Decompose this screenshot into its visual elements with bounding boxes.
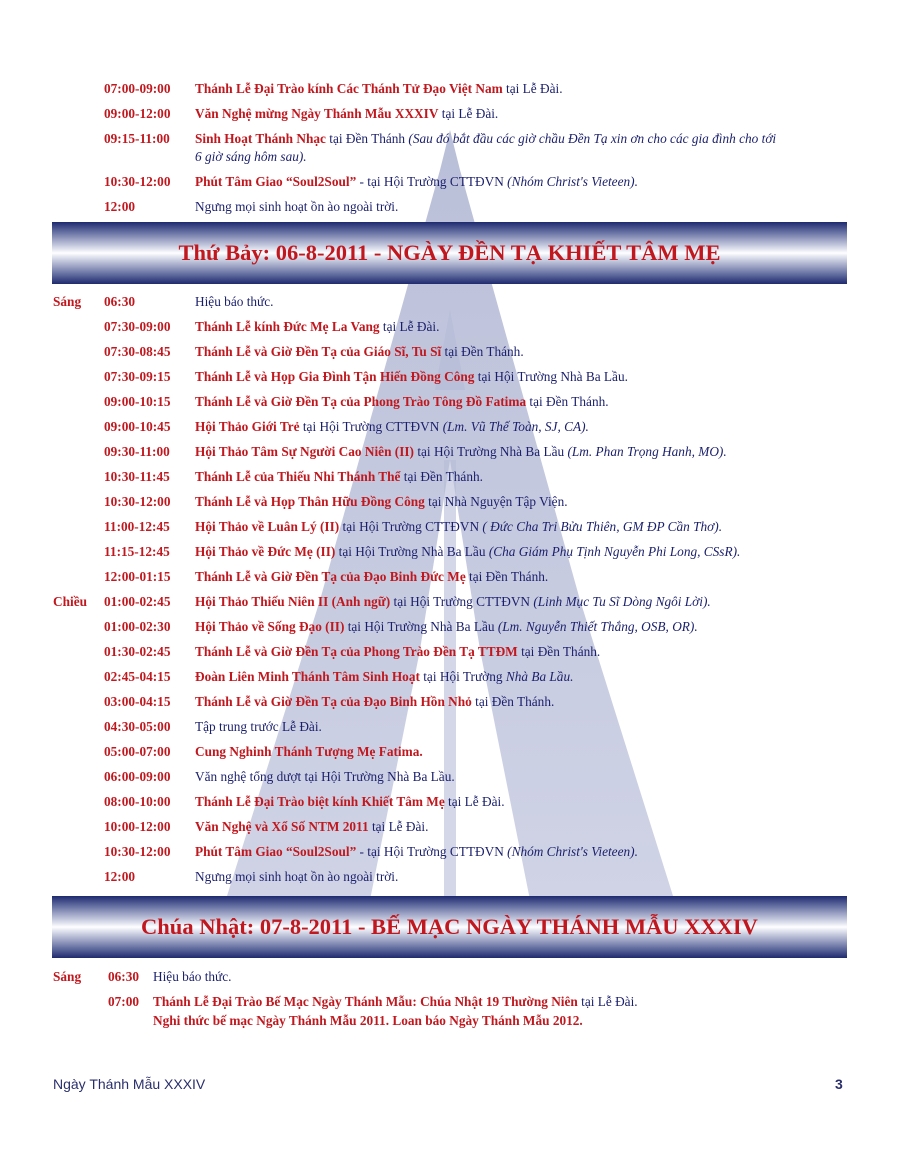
page-number: 3 [835,1076,843,1092]
row-time: 07:00 [108,994,140,1009]
row-time: 06:30 [108,969,140,984]
row-time: 09:00-10:45 [104,419,171,434]
row-time: 04:30-05:00 [104,719,171,734]
row-time: 11:00-12:45 [104,519,170,534]
row-description: Tập trung trước Lễ Đài. [195,719,322,734]
row-description: Hiệu báo thức. [195,294,274,309]
row-time: 10:30-12:00 [104,174,171,189]
row-time: 09:15-11:00 [104,131,170,146]
row-time: 12:00 [104,199,136,214]
row-time: 07:00-09:00 [104,81,171,96]
row-description: Sinh Hoạt Thánh Nhạc tại Đền Thánh (Sau đó bắt đầu các giờ chầu Đền Tạ xin ơn cho các gia đình cho tới [195,131,777,146]
row-time: 10:30-12:00 [104,494,171,509]
row-description: Văn nghệ tổng dượt tại Hội Trường Nhà Ba Lầu. [195,769,455,784]
row-time: 09:30-11:00 [104,444,170,459]
row-time: 11:15-12:45 [104,544,170,559]
row-time: 07:30-09:00 [104,319,171,334]
row-description: Ngưng mọi sinh hoạt ồn ào ngoài trời. [195,199,399,214]
row-description: Hiệu báo thức. [153,969,232,984]
row-description: Hội Thảo về Sống Đạo (II) tại Hội Trường Nhà Ba Lầu (Lm. Nguyễn Thiết Thắng, OSB, OR). [195,619,698,634]
row-description: Hội Thảo Tâm Sự Người Cao Niên (II) tại Hội Trường Nhà Ba Lầu (Lm. Phan Trọng Hanh, MO). [195,444,727,459]
row-time: 07:30-09:15 [104,369,171,384]
row-description: Thánh Lễ và Họp Thân Hữu Đồng Công tại Nhà Nguyện Tập Viện. [195,494,568,509]
row-time: 10:30-11:45 [104,469,170,484]
row-description: Thánh Lễ Đại Trào kính Các Thánh Tử Đạo Việt Nam tại Lễ Đài. [195,81,563,96]
row-time: 09:00-12:00 [104,106,171,121]
row-time: 03:00-04:15 [104,694,171,709]
row-description: Thánh Lễ và Giờ Đền Tạ của Đạo Binh Đức Mẹ tại Đền Thánh. [195,569,549,584]
row-description: Hội Thảo Thiếu Niên II (Anh ngữ) tại Hội Trường CTTĐVN (Linh Mục Tu Sĩ Dòng Ngôi Lời). [195,594,711,609]
saturday-banner-title: Thứ Bảy: 06-8-2011 - NGÀY ĐỀN TẠ KHIẾT TÂM MẸ [178,240,721,265]
row-description: Hội Thảo Giới Trẻ tại Hội Trường CTTĐVN (Lm. Vũ Thế Toàn, SJ, CA). [195,419,589,434]
sunday-banner-title: Chúa Nhật: 07-8-2011 - BẾ MẠC NGÀY THÁNH MẪU XXXIV [141,914,758,939]
row-description: Thánh Lễ Đại Trào Bế Mạc Ngày Thánh Mẫu: Chúa Nhật 19 Thường Niên tại Lễ Đài. [153,994,638,1009]
saturday-banner [52,222,847,284]
row-description: Thánh Lễ và Giờ Đền Tạ của Đạo Binh Hồn Nhỏ tại Đền Thánh. [195,694,555,709]
row-time: 02:45-04:15 [104,669,171,684]
row-description: Đoàn Liên Minh Thánh Tâm Sinh Hoạt tại Hội Trường Nhà Ba Lầu. [195,669,574,684]
row-description: Thánh Lễ kính Đức Mẹ La Vang tại Lễ Đài. [195,319,440,334]
row-description: Cung Nghinh Thánh Tượng Mẹ Fatima. [195,744,423,759]
sunday-banner [52,896,847,958]
row-description: Thánh Lễ và Giờ Đền Tạ của Phong Trào Tông Đồ Fatima tại Đền Thánh. [195,394,609,409]
row-time: 06:00-09:00 [104,769,171,784]
session-label: Chiều [53,594,87,609]
row-description: Ngưng mọi sinh hoạt ồn ào ngoài trời. [195,869,399,884]
row-description: Phút Tâm Giao “Soul2Soul” - tại Hội Trường CTTĐVN (Nhóm Christ's Vieteen). [195,844,638,859]
row-time: 07:30-08:45 [104,344,171,359]
row-time: 10:30-12:00 [104,844,171,859]
row-description: 6 giờ sáng hôm sau). [195,149,307,164]
row-description: Thánh Lễ Đại Trào biệt kính Khiết Tâm Mẹ tại Lễ Đài. [195,794,505,809]
row-time: 01:00-02:30 [104,619,171,634]
row-description: Hội Thảo về Luân Lý (II) tại Hội Trường CTTĐVN ( Đức Cha Tri Bửu Thiên, GM ĐP Cần Thơ). [195,519,723,534]
row-time: 12:00-01:15 [104,569,171,584]
row-time: 09:00-10:15 [104,394,171,409]
row-time: 06:30 [104,294,136,309]
row-description: Hội Thảo về Đức Mẹ (II) tại Hội Trường Nhà Ba Lầu (Cha Giám Phụ Tịnh Nguyễn Phi Long, CSsR). [195,544,741,559]
footer-title: Ngày Thánh Mẫu XXXIV [53,1076,206,1092]
session-label-sang: Sáng [53,969,82,984]
session-label: Sáng [53,294,82,309]
row-time: 05:00-07:00 [104,744,171,759]
row-description: Thánh Lễ và Họp Gia Đình Tận Hiến Đồng Công tại Hội Trường Nhà Ba Lầu. [195,369,628,384]
row-time: 12:00 [104,869,136,884]
row-description: Văn Nghệ và Xổ Số NTM 2011 tại Lễ Đài. [195,819,429,834]
row-description: Văn Nghệ mừng Ngày Thánh Mẫu XXXIV tại Lễ Đài. [195,106,499,121]
row-time: 01:00-02:45 [104,594,171,609]
row-time: 10:00-12:00 [104,819,171,834]
row-time: 01:30-02:45 [104,644,171,659]
row-description: Nghi thức bế mạc Ngày Thánh Mẫu 2011. Loan báo Ngày Thánh Mẫu 2012. [153,1013,583,1028]
row-description: Thánh Lễ của Thiếu Nhi Thánh Thể tại Đền Thánh. [195,469,483,484]
row-description: Phút Tâm Giao “Soul2Soul” - tại Hội Trường CTTĐVN (Nhóm Christ's Vieteen). [195,174,638,189]
row-time: 08:00-10:00 [104,794,171,809]
row-description: Thánh Lễ và Giờ Đền Tạ của Phong Trào Đền Tạ TTĐM tại Đền Thánh. [195,644,601,659]
row-description: Thánh Lễ và Giờ Đền Tạ của Giáo Sĩ, Tu Sĩ tại Đền Thánh. [195,344,524,359]
